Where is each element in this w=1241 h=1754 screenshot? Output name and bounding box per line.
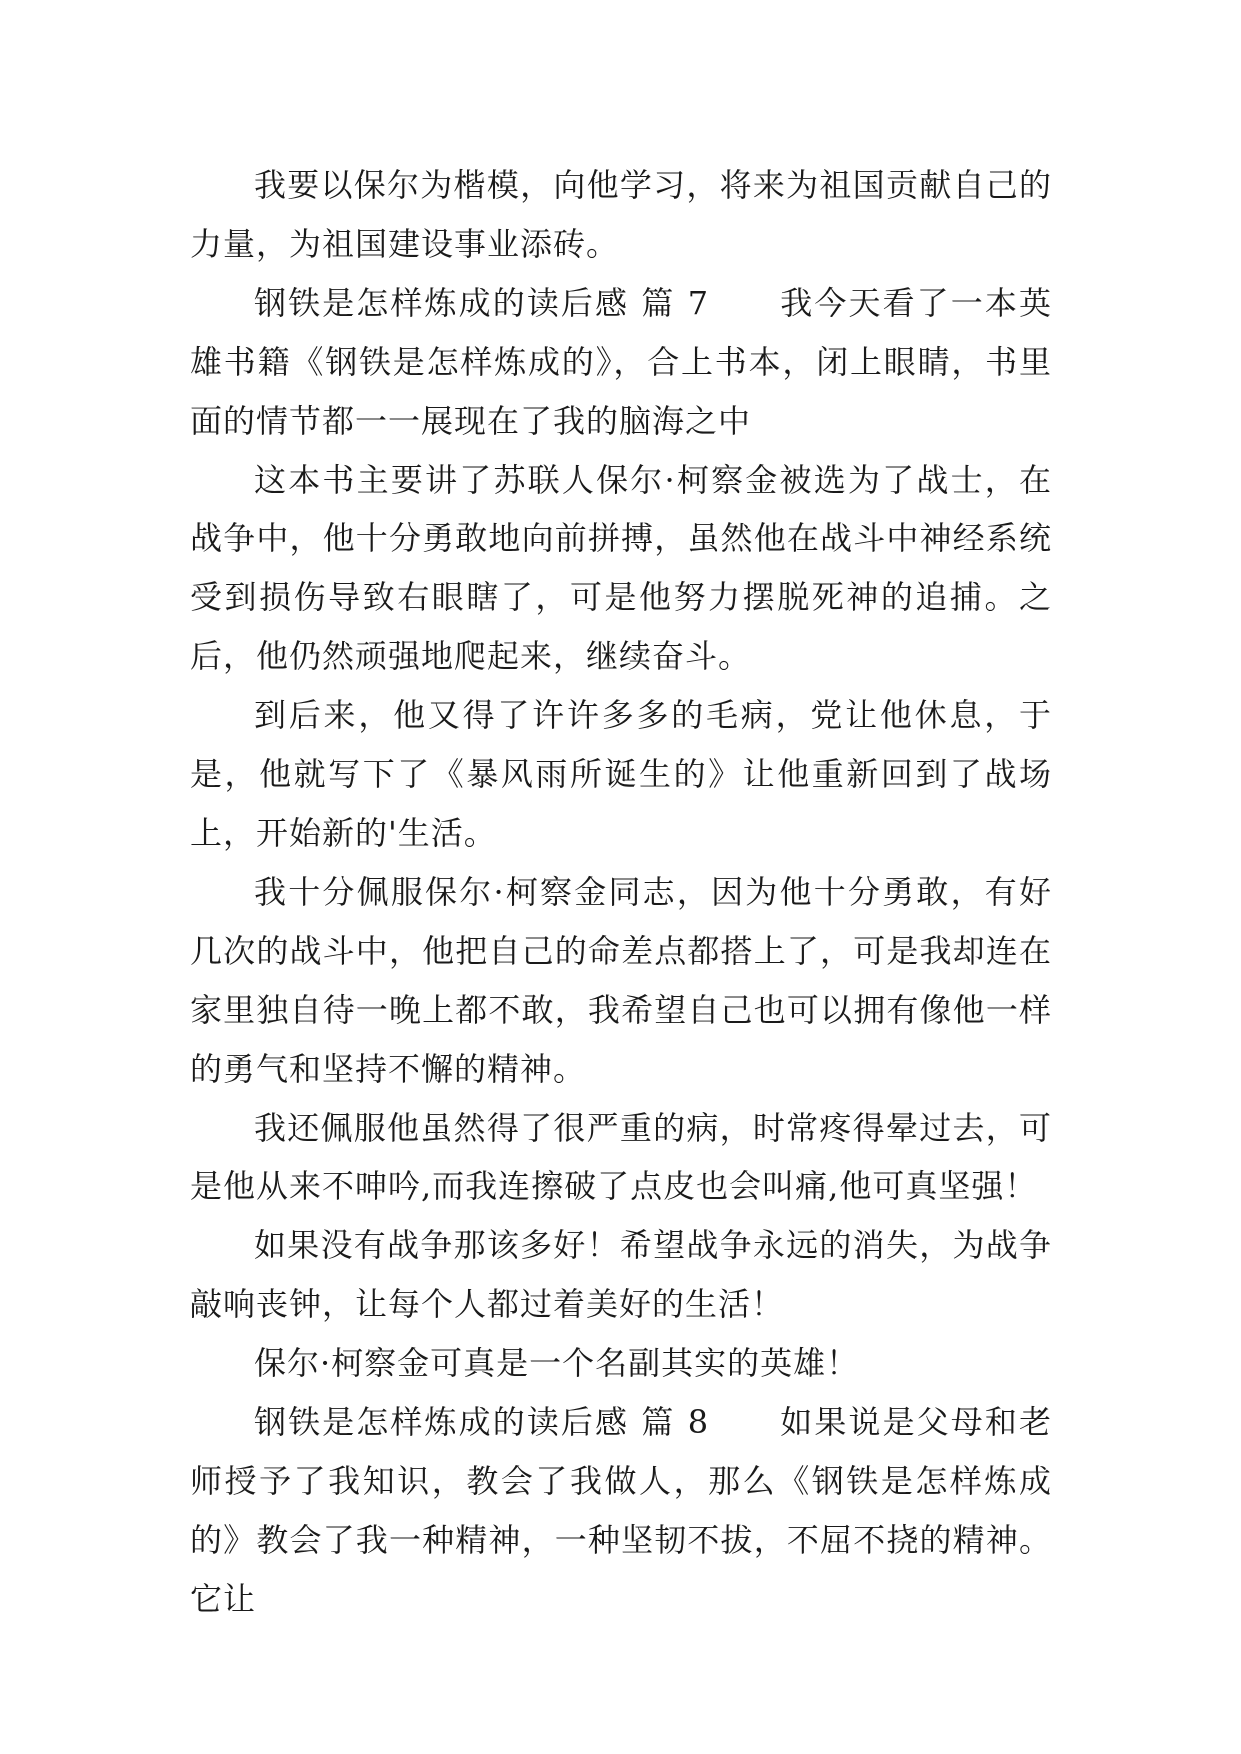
paragraph-text: 我还佩服他虽然得了很严重的病，时常疼得晕过去，可是他从来不呻吟,而我连擦破了点皮也会叫痛,他可真坚强！ [190,1108,1052,1206]
paragraph-9 [190,1393,1052,1629]
section-heading: 钢铁是怎样炼成的读后感 篇 7 [254,283,710,322]
paragraph-text: 保尔·柯察金可真是一个名副其实的英雄！ [254,1344,860,1383]
paragraph-4 [190,686,1052,863]
paragraph-6 [190,1099,1052,1217]
paragraph-5 [190,863,1052,1099]
paragraph-1 [190,156,1052,274]
paragraph-text: 我十分佩服保尔·柯察金同志，因为他十分勇敢，有好几次的战斗中，他把自己的命差点都搭上了，可是我却连在家里独自待一晚上都不敢，我希望自己也可以拥有像他一样的勇气和坚持不懈的精神。 [190,872,1052,1088]
paragraph-3 [190,451,1052,687]
paragraph-8 [190,1334,1052,1393]
paragraph-text: 我要以保尔为楷模，向他学习，将来为祖国贡献自己的力量，为祖国建设事业添砖。 [190,166,1052,263]
paragraph-text: 我今天看了一本英雄书籍《钢铁是怎样炼成的》，合上书本，闭上眼睛，书里面的情节都一一展现在了我的脑海之中 [190,283,1052,440]
paragraph-2 [190,274,1052,451]
paragraph-text: 如果说是父母和老师授予了我知识，教会了我做人，那么《钢铁是怎样炼成的》教会了我一种精神，一种坚韧不拔，不屈不挠的精神。它让 [190,1403,1052,1618]
paragraph-7 [190,1216,1052,1334]
section-heading: 钢铁是怎样炼成的读后感 篇 8 [254,1403,710,1442]
paragraph-text: 这本书主要讲了苏联人保尔·柯察金被选为了战士，在战争中，他十分勇敢地向前拼搏，虽然他在战斗中神经系统受到损伤导致右眼瞎了，可是他努力摆脱死神的追捕。之后，他仍然顽强地爬起来，继续奋斗。 [190,460,1052,676]
paragraph-text: 如果没有战争那该多好！希望战争永远的消失，为战争敲响丧钟，让每个人都过着美好的生活！ [190,1226,1052,1324]
document-body [190,156,1052,1629]
paragraph-text: 到后来，他又得了许许多多的毛病，党让他休息，于是，他就写下了《暴风雨所诞生的》让他重新回到了战场上，开始新的'生活。 [190,696,1052,852]
